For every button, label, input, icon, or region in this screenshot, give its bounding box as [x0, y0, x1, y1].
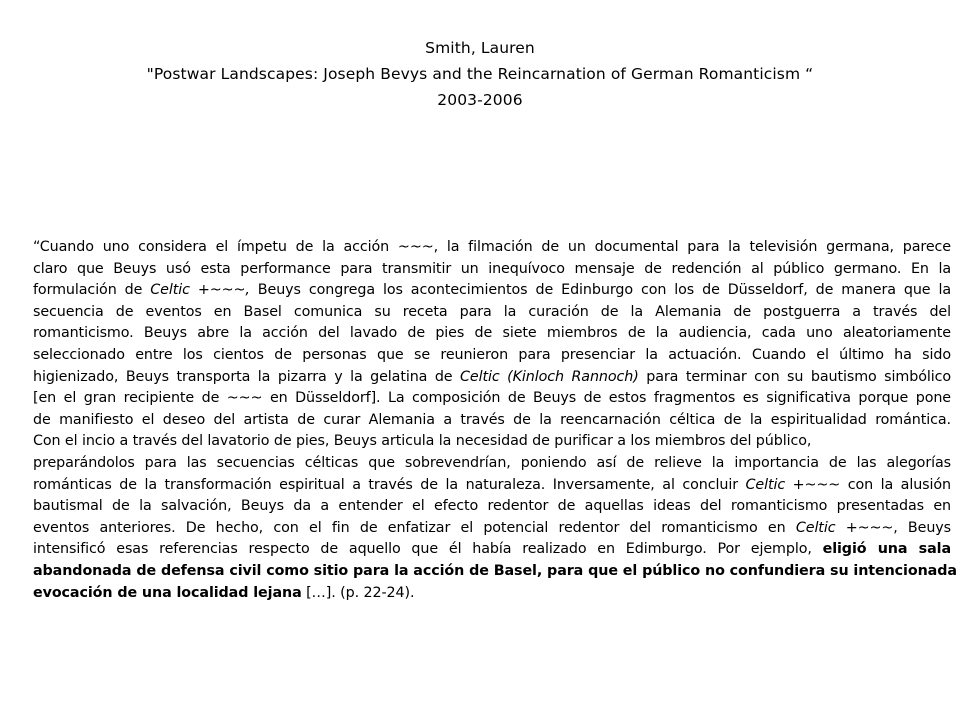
quote-text: “Cuando uno considera el ímpetu de la acción ~~~, la filmación de un documental para la televisión germana, parece: [33, 239, 951, 255]
quote-text: formulación de: [33, 282, 151, 299]
quote-text: , Beuys: [893, 519, 952, 536]
author-name: Smith, Lauren: [425, 39, 535, 57]
quote-text: preparándolos para las secuencias célticas que sobrevendrían, poniendo así de relieve la importancia de las alegorías: [33, 454, 951, 471]
quote-line: [33, 367, 951, 389]
quote-text: Beuys congrega los acontecimientos de Edinburgo con los de Düsseldorf, de manera que la: [249, 282, 951, 299]
quote-line: [33, 280, 951, 302]
quote-line: [33, 496, 951, 518]
quote-line: [33, 259, 951, 281]
emphasized-text: eligió una sala: [822, 541, 951, 558]
quote-line: [33, 583, 951, 605]
quote-line: [33, 323, 951, 345]
artwork-title: Celtic +~~~: [795, 519, 894, 536]
quote-text: […]. (p. 22-24).: [301, 584, 415, 601]
quote-line: [33, 561, 957, 583]
quote-text: romanticismo. Beuys abre la acción del lavado de pies de siete miembros de la audiencia, cada uno aleatoriamente: [33, 325, 951, 342]
artwork-title: Celtic +~~~: [745, 476, 841, 493]
quote-text: románticas de la transformación espiritual a través de la naturaleza. Inversamente, al concluir: [33, 476, 746, 493]
quote-line: [33, 431, 951, 453]
quote-line: [33, 518, 951, 540]
quote-text: [en el gran recipiente de ~~~ en Düsseldorf]. La composición de Beuys de estos fragmentos es significativa porque pone: [33, 390, 951, 407]
quote-text: bautismal de la salvación, Beuys da a entender el efecto redentor de aquellas ideas del romanticismo presentadas en: [33, 498, 951, 515]
quote-text: de manifiesto el deseo del artista de curar Alemania a través de la reencarnación céltica de la espiritualidad romántica.: [33, 411, 951, 428]
work-title: "Postwar Landscapes: Joseph Bevys and the Reincarnation of German Romanticism “: [146, 65, 814, 83]
artwork-title: Celtic +~~~,: [150, 282, 250, 299]
quote-text: con la alusión: [840, 476, 951, 493]
quote-text: secuencia de eventos en Basel comunica su receta para la curación de la Alemania de postguerra a través del: [33, 303, 951, 320]
quote-text: intensificó esas referencias respecto de aquello que él había realizado en Edimburgo. Por ejemplo,: [33, 541, 823, 558]
quote-line: [33, 388, 951, 410]
quote-line: [33, 345, 951, 367]
artwork-title: Celtic (Kinloch Rannoch): [460, 368, 639, 385]
quote-text: Con el incio a través del lavatorio de pies, Beuys articula la necesidad de purificar a los miembros del público,: [33, 433, 812, 450]
work-years: 2003-2006: [437, 91, 523, 109]
quote-line: [33, 539, 951, 561]
quote-text: eventos anteriores. De hecho, con el fin de enfatizar el potencial redentor del romanticismo en: [33, 519, 796, 536]
quote-line: [33, 302, 951, 324]
citation-header: [0, 35, 960, 113]
quote-line: [33, 237, 951, 259]
quote-text: higienizado, Beuys transporta la pizarra y la gelatina de: [33, 368, 461, 385]
quote-line: [33, 410, 951, 432]
quote-paragraph: [33, 237, 957, 604]
emphasized-text: abandonada de defensa civil como sitio para la acción de Basel, para que el público no confundiera su intencionada: [33, 562, 957, 579]
quote-line: [33, 453, 951, 475]
quote-text: seleccionado entre los cientos de personas que se reunieron para presenciar la actuación. Cuando el último ha sido: [33, 346, 951, 363]
quote-line: [33, 475, 951, 497]
quote-text: para terminar con su bautismo simbólico: [638, 368, 951, 385]
quote-text: claro que Beuys usó esta performance para transmitir un inequívoco mensaje de redención al público germano. En la: [33, 260, 951, 277]
emphasized-text: evocación de una localidad lejana: [33, 584, 302, 601]
